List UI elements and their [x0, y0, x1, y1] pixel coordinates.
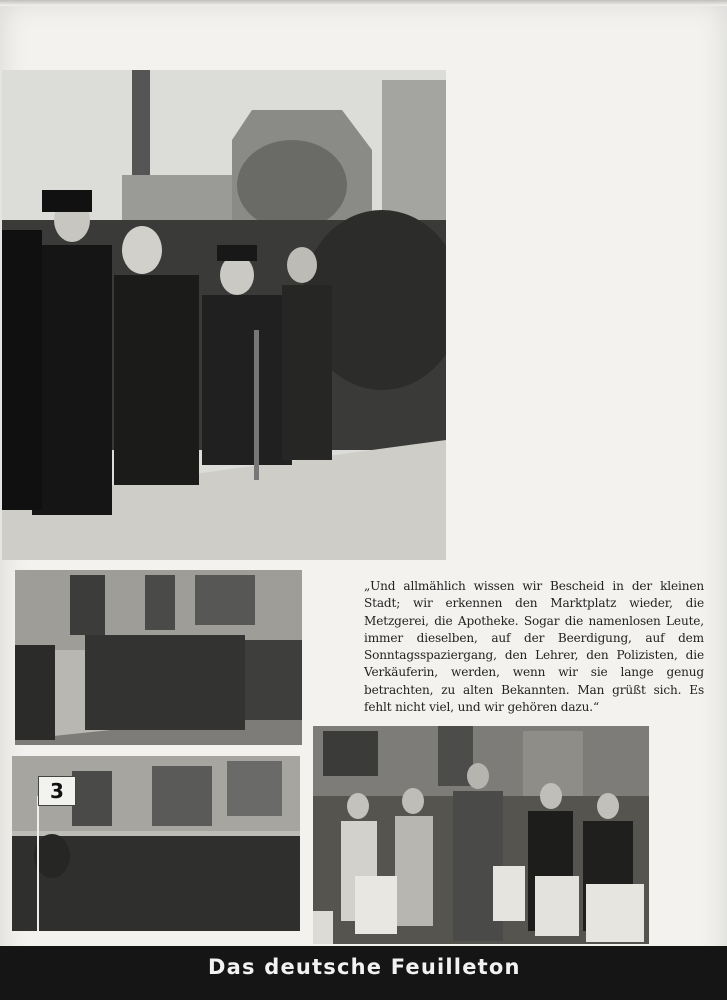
photo-march-image — [15, 570, 302, 745]
photo-youth-with-flags — [313, 726, 649, 944]
photo-crowd-with-men-in-hats — [2, 70, 446, 560]
photo-marching-uniformed-men — [15, 570, 302, 745]
photo-crowd-image — [2, 70, 446, 560]
feuilleton-quote: „Und allmählich wissen wir Bescheid in der kleinen Stadt; wir erkennen den Marktplatz wieder, die Metzgerei, die Apotheke. Sogar die namenlosen Leute, immer dieselben, auf der Beerdigung, auf dem Sonntagsspaziergang, den Lehrer, den Polizisten, die Verkäuferin, werden, wenn wir sie lange genug betrachten, zu alten Bekannten. Man grüßt sich. Es fehlt nicht viel, und wir gehören dazu.“ — [364, 579, 704, 715]
photo-street-crowd — [12, 756, 300, 931]
photo-youth-image — [313, 726, 649, 944]
street-sign-number: 3 — [38, 776, 76, 806]
page-top-edge — [0, 0, 727, 6]
footer-title: Das deutsche Feuilleton — [208, 955, 521, 979]
